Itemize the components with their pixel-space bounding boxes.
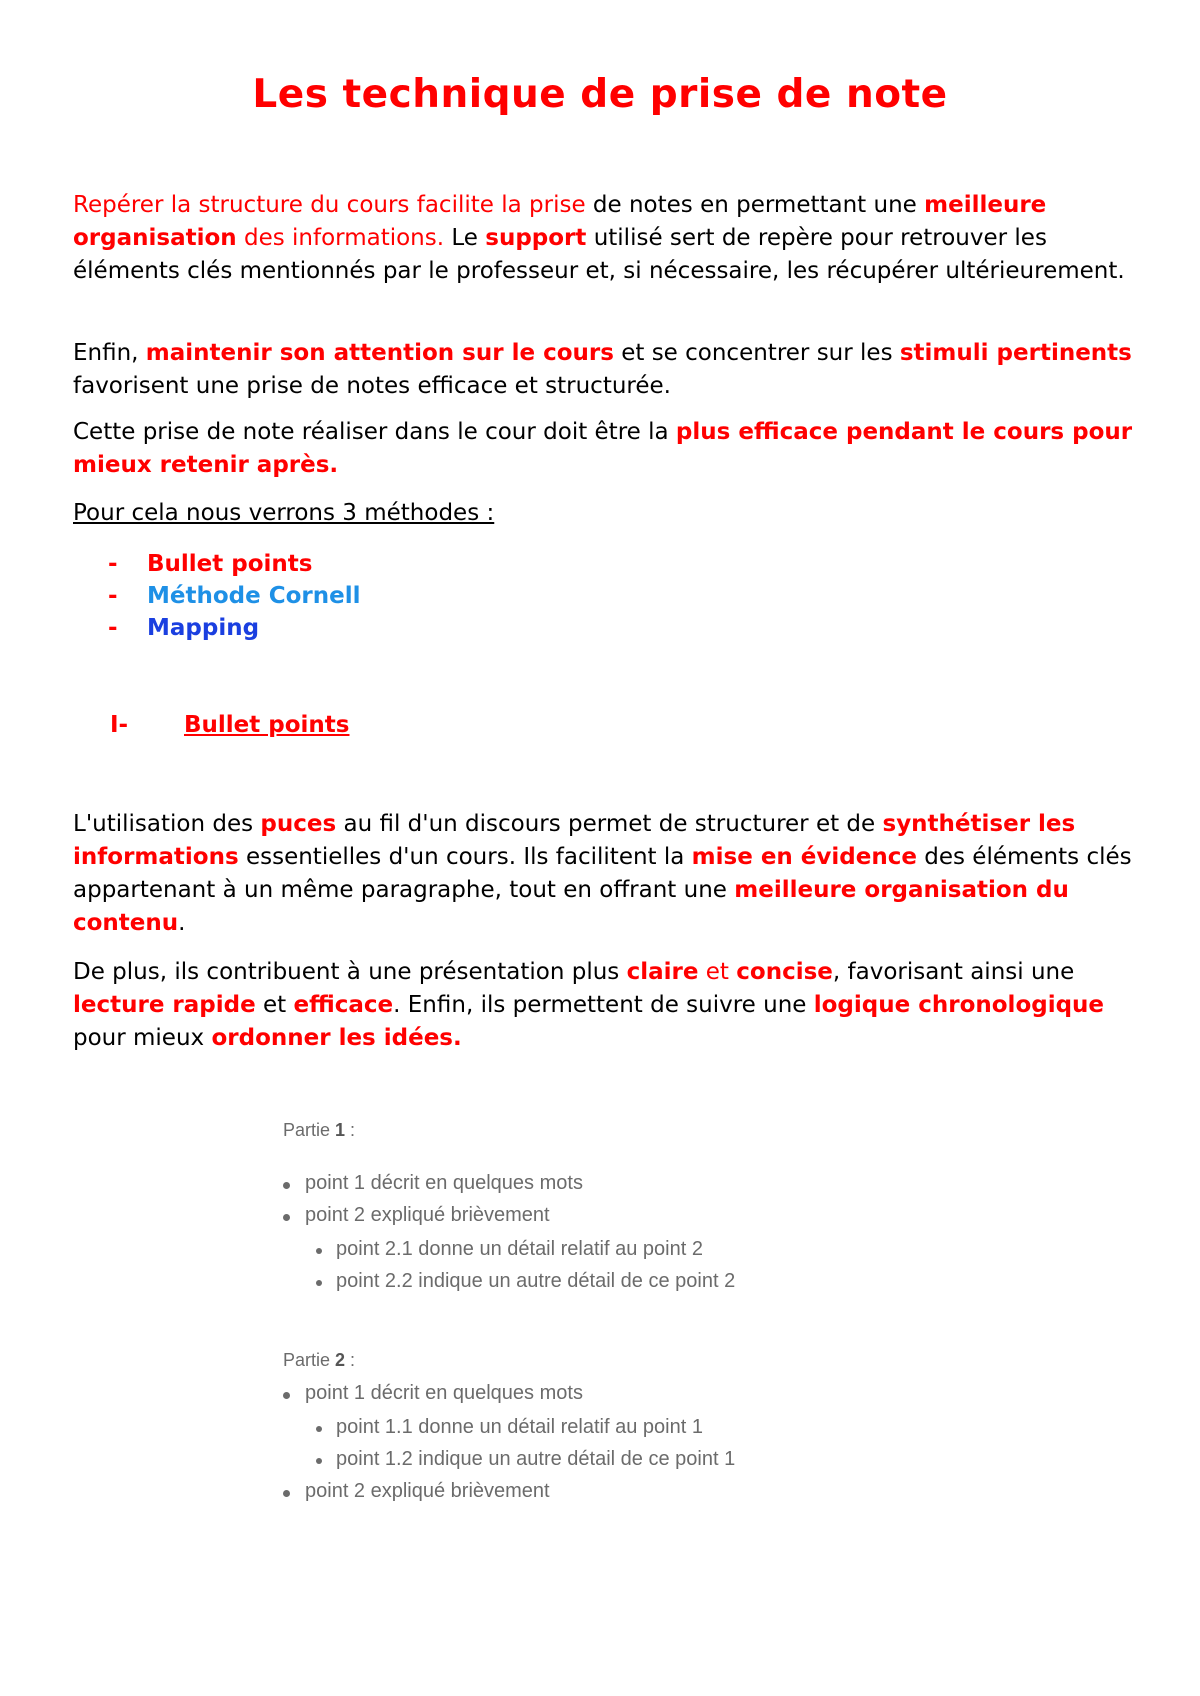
list-item xyxy=(314,1270,735,1293)
text-run: support xyxy=(485,225,587,251)
list-item xyxy=(283,1480,550,1503)
text-run: et xyxy=(698,959,737,985)
text-run: logique chronologique xyxy=(813,992,1105,1018)
bullet-icon xyxy=(283,1214,290,1221)
part-number: 1 xyxy=(335,1120,346,1140)
bullet-icon xyxy=(316,1280,322,1286)
list-item-text: point 2.1 donne un détail relatif au point 2 xyxy=(336,1238,703,1260)
list-item-text: point 2 expliqué brièvement xyxy=(305,1204,550,1226)
text-run: stimuli pertinents xyxy=(899,340,1132,366)
text-run: synthétiser les informations xyxy=(73,811,1076,870)
text-run: et se concentrer sur les xyxy=(613,340,900,366)
text-run: maintenir son attention sur le cours xyxy=(145,340,614,366)
text-run: . Enfin, ils permettent de suivre une xyxy=(393,992,814,1018)
text-run: essentielles d'un cours. Ils facilitent la xyxy=(238,844,692,870)
text-run: L'utilisation des xyxy=(73,811,261,837)
list-dash: - xyxy=(108,551,118,577)
list-item-text: point 1 décrit en quelques mots xyxy=(305,1172,583,1194)
list-item xyxy=(283,1382,583,1405)
list-item-text: point 2.2 indique un autre détail de ce point 2 xyxy=(336,1270,736,1292)
text-run: plus efficace pendant le cours pour mieux retenir après. xyxy=(73,419,1133,478)
part-number: 2 xyxy=(335,1350,346,1370)
method-item xyxy=(108,612,259,644)
list-dash: - xyxy=(108,615,118,641)
method-item xyxy=(108,548,312,580)
text-run: efficace xyxy=(293,992,394,1018)
text-run: Cette prise de note réaliser dans le cour doit être la xyxy=(73,419,676,445)
section-number: I- xyxy=(110,712,129,738)
list-item-text: point 1 décrit en quelques mots xyxy=(305,1382,583,1404)
method-label: Méthode Cornell xyxy=(147,583,361,609)
text-run: favorisent une prise de notes efficace et structurée. xyxy=(73,373,671,399)
body-paragraph-2 xyxy=(73,956,1148,1055)
list-item xyxy=(314,1448,735,1471)
text-run: des informations. xyxy=(236,225,445,251)
body-paragraph-1 xyxy=(73,808,1148,940)
list-dash: - xyxy=(108,583,118,609)
bullet-points-example-figure xyxy=(250,1110,910,1550)
text-run: Enfin, xyxy=(73,340,146,366)
section-label: Bullet points xyxy=(184,712,350,738)
page-title: Les technique de prise de note xyxy=(252,72,948,117)
bullet-icon xyxy=(283,1392,290,1399)
text-run: puces xyxy=(260,811,337,837)
text-run: De plus, ils contribuent à une présentation plus xyxy=(73,959,627,985)
figure-part-1-label xyxy=(283,1120,355,1141)
method-label: Bullet points xyxy=(147,551,313,577)
bullet-icon xyxy=(316,1426,322,1432)
text-run: et xyxy=(255,992,294,1018)
intro-paragraph-2 xyxy=(73,337,1148,403)
text-run: meilleure organisation du contenu xyxy=(73,877,1069,936)
text-run: au fil d'un discours permet de structurer et de xyxy=(336,811,883,837)
part-prefix: Partie xyxy=(283,1120,336,1140)
list-item xyxy=(314,1238,703,1261)
text-run: Le xyxy=(444,225,486,251)
text-run: utilisé sert de repère pour retrouver les éléments clés mentionnés par le professeur et, si nécessaire, les récupérer ultérieurement. xyxy=(73,225,1125,284)
list-item xyxy=(283,1172,583,1195)
list-item xyxy=(314,1416,703,1439)
methods-intro: Pour cela nous verrons 3 méthodes : xyxy=(73,500,495,526)
list-item-text: point 2 expliqué brièvement xyxy=(305,1480,550,1502)
list-item-text: point 1.2 indique un autre détail de ce point 1 xyxy=(336,1448,736,1470)
section-heading xyxy=(110,712,349,738)
figure-part-2-label xyxy=(283,1350,355,1371)
part-suffix: : xyxy=(345,1350,356,1370)
bullet-icon xyxy=(316,1458,322,1464)
list-item-text: point 1.1 donne un détail relatif au point 1 xyxy=(336,1416,703,1438)
text-run: pour mieux xyxy=(73,1025,212,1051)
method-label: Mapping xyxy=(147,615,260,641)
text-run: lecture rapide xyxy=(73,992,256,1018)
text-run: claire xyxy=(626,959,699,985)
text-run: Repérer la structure du cours facilite la prise xyxy=(73,192,586,218)
text-run: , favorisant ainsi une xyxy=(832,959,1075,985)
bullet-icon xyxy=(316,1248,322,1254)
part-prefix: Partie xyxy=(283,1350,336,1370)
text-run: mise en évidence xyxy=(691,844,917,870)
bullet-icon xyxy=(283,1490,290,1497)
method-item xyxy=(108,580,361,612)
intro-paragraph-3 xyxy=(73,416,1148,482)
list-item xyxy=(283,1204,550,1227)
intro-paragraph-1 xyxy=(73,189,1148,288)
text-run: . xyxy=(178,910,186,936)
part-suffix: : xyxy=(345,1120,356,1140)
text-run: concise xyxy=(736,959,833,985)
text-run: meilleure organisation xyxy=(73,192,1047,251)
text-run: des éléments clés appartenant à un même paragraphe, tout en offrant une xyxy=(73,844,1132,903)
text-run: ordonner les idées. xyxy=(211,1025,462,1051)
text-run: de notes en permettant une xyxy=(585,192,925,218)
bullet-icon xyxy=(283,1182,290,1189)
